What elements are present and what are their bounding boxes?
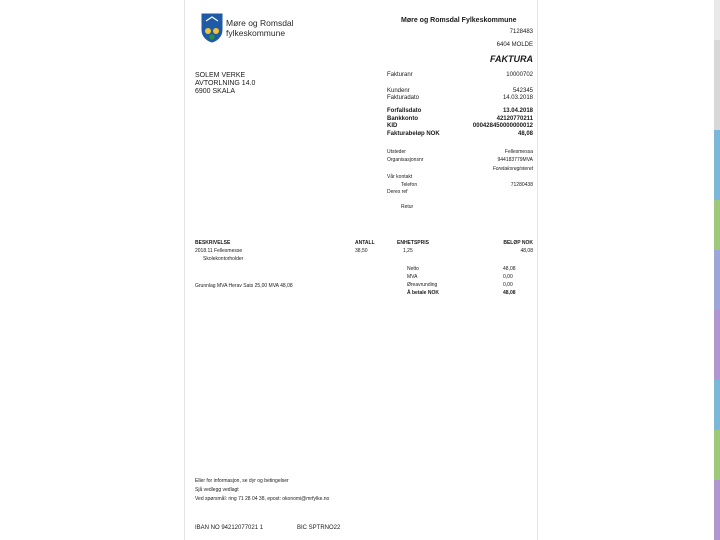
strip-segment <box>714 430 720 480</box>
footer-line-2: Sjå vedlegg vedlagt <box>195 487 239 493</box>
strip-segment <box>714 380 720 430</box>
recipient-line-3: 6900 SKALA <box>195 88 236 95</box>
strip-segment <box>714 480 720 540</box>
meta-value: 542345 <box>512 88 533 94</box>
recipient-line-2: AVTORLNING 14.0 <box>195 80 256 87</box>
total-value: 48,08 <box>503 290 516 296</box>
meta-value: 14.03.2018 <box>502 95 533 101</box>
shield-icon <box>201 13 223 43</box>
vendor-value: 944183779MVA <box>497 157 533 163</box>
strip-segment <box>714 200 720 250</box>
row-description: 2018.11 Fellesmesse <box>195 248 243 254</box>
footer-line-1: Eller for informasjon, se dyr og betingelser <box>195 478 289 484</box>
table-header: BELØP NOK <box>503 240 533 246</box>
row-quantity: 38,50 <box>355 248 368 254</box>
meta-label: Kundenr <box>387 88 410 94</box>
meta-label: Forfallsdato <box>387 108 422 114</box>
strip-segment <box>714 40 720 130</box>
meta-label: Fakturabeløp NOK <box>387 131 440 137</box>
vendor-label: Utsteder <box>387 149 406 155</box>
logo-line-1: Møre og Romsdal <box>226 18 294 28</box>
total-label: MVA <box>407 274 418 280</box>
meta-value: 13.04.2018 <box>502 108 533 114</box>
sender-line-3: 6404 MOLDE <box>496 42 533 48</box>
strip-segment <box>714 250 720 310</box>
recipient-line-1: SOLEM VERKE <box>195 72 246 79</box>
sender-line-2: 7128483 <box>509 29 533 35</box>
sender-name: Møre og Romsdal Fylkeskommune <box>401 17 517 24</box>
vat-note: Grunnlag MVA Herav Sats 25,00 MVA 48,08 <box>195 283 293 289</box>
meta-value: 000428450000000012 <box>472 123 533 129</box>
side-color-strip <box>714 0 720 540</box>
contact-phone-value: 71280438 <box>510 182 533 188</box>
meta-label: KID <box>387 123 398 129</box>
vendor-label: Organisasjonsnr <box>387 157 424 163</box>
contact-your-ref: Deres ref <box>387 189 408 195</box>
meta-value: 42120770211 <box>496 116 533 122</box>
meta-label: Fakturanr <box>387 72 413 78</box>
strip-segment <box>714 0 720 40</box>
footer-bic: BIC SPTRNO22 <box>297 525 341 531</box>
strip-segment <box>714 310 720 380</box>
table-header: ANTALL <box>355 240 375 246</box>
meta-label: Bankkonto <box>387 116 419 122</box>
meta-label: Fakturadato <box>387 95 420 101</box>
contact-heading: Vår kontakt <box>387 174 413 180</box>
footer-iban: IBAN NO 94212077021 1 <box>195 525 264 531</box>
row-amount: 48,08 <box>520 248 533 254</box>
total-value: 0,00 <box>503 274 513 280</box>
meta-value: 10000702 <box>506 72 533 78</box>
table-header: ENHETSPRIS <box>397 240 429 246</box>
total-value: 0,00 <box>503 282 513 288</box>
strip-segment <box>714 130 720 200</box>
vendor-value: Foretaksregisteret <box>492 166 533 172</box>
footer-line-3: Ved spørsmål: ring 71 28 04 38, epost: okonomi@mrfylke.no <box>195 496 330 502</box>
total-label: Netto <box>407 266 419 272</box>
vendor-value: Fellesmessa <box>504 149 533 155</box>
brand-logo <box>201 13 223 43</box>
invoice-page <box>184 0 538 540</box>
logo-line-2: fylkeskommune <box>226 28 286 38</box>
total-label: Øreavrunding <box>407 282 438 288</box>
total-label: Å betale NOK <box>407 290 439 296</box>
table-header: BESKRIVELSE <box>195 240 231 246</box>
contact-phone-label: Telefon <box>401 182 418 188</box>
row-sub-description: Skolekontorholder <box>203 256 244 262</box>
total-value: 48,08 <box>503 266 516 272</box>
row-unit-price: 1,25 <box>403 248 413 254</box>
meta-value: 48,08 <box>517 131 533 137</box>
document-type-title: FAKTURA <box>490 54 533 64</box>
contact-return: Retur <box>401 204 414 210</box>
